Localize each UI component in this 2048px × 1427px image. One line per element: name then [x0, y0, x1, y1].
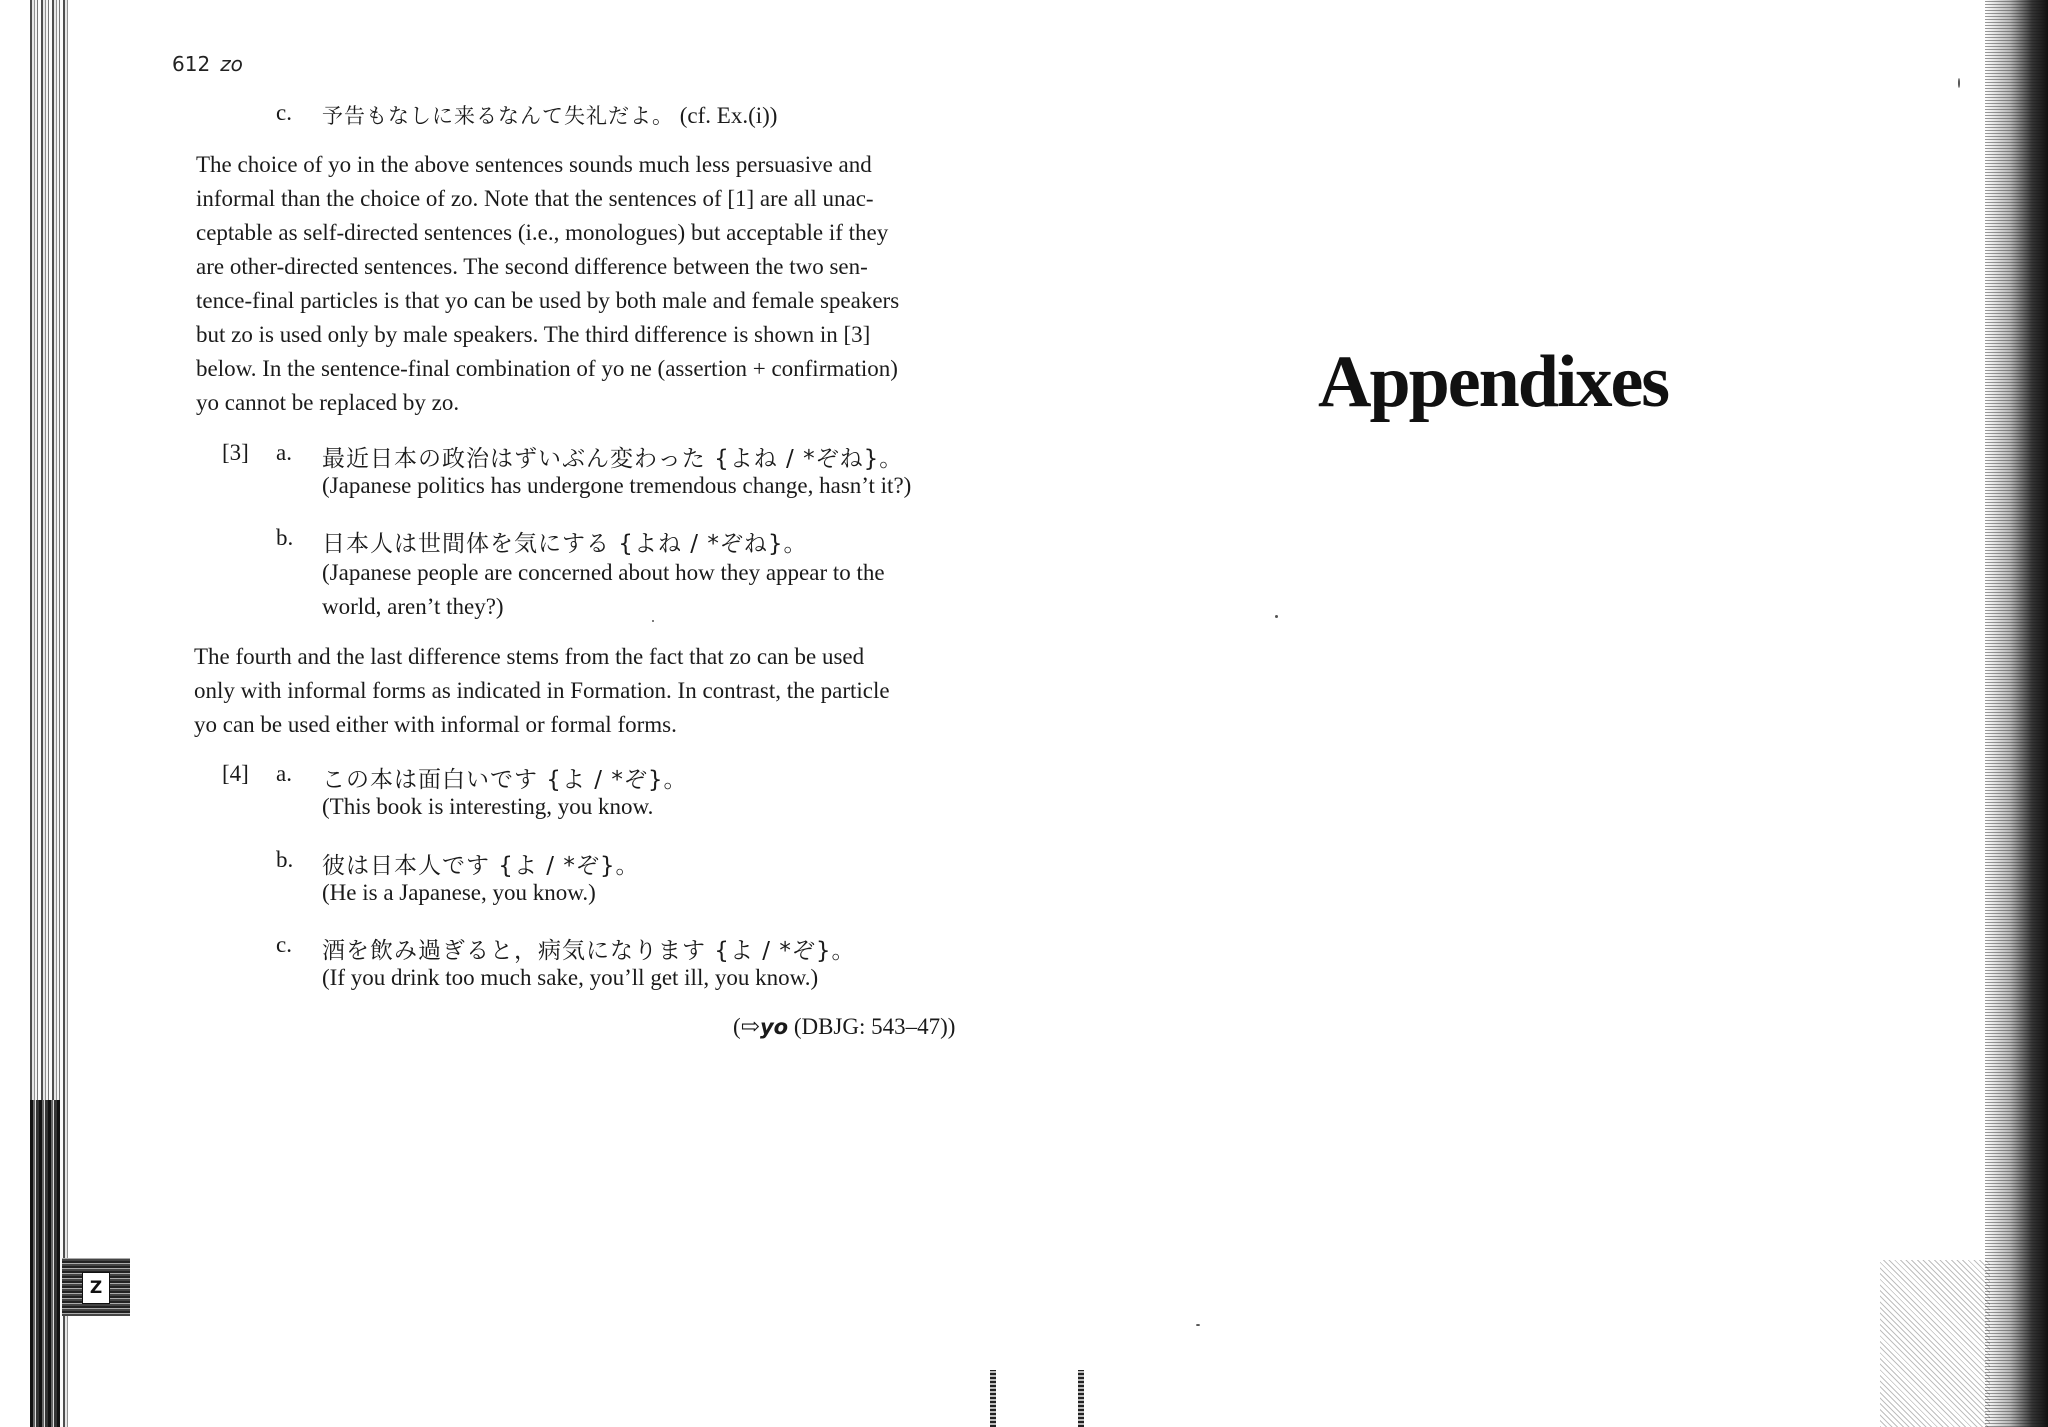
paragraph-line: yo cannot be replaced by zo.	[196, 390, 460, 415]
example-translation: (This book is interesting, you know.	[322, 794, 654, 819]
scan-edge-left-dark	[30, 1100, 60, 1427]
example-translation: (If you drink too much sake, you’ll get ill, you know.)	[322, 965, 819, 990]
translation-line: world, aren’t they?)	[322, 594, 504, 619]
appendixes-title: Appendixes	[1318, 341, 1669, 423]
example-letter: b.	[276, 847, 294, 872]
example-translation: (Japanese politics has undergone tremendous change, hasn’t it?)	[322, 473, 912, 498]
paragraph-line: are other-directed sentences. The second difference between the two sen-	[196, 254, 868, 279]
scan-speck	[1275, 615, 1278, 618]
paragraph-line: but zo is used only by male speakers. The third difference is shown in [3]	[196, 322, 871, 347]
paragraph-line: tence-final particles is that yo can be used by both male and female speakers	[196, 288, 900, 313]
example-number: [3]	[222, 440, 249, 465]
paragraph-line: below. In the sentence-final combination of yo ne (assertion + confirmation)	[196, 356, 898, 381]
cross-ref-source: (DBJG: 543–47))	[793, 1014, 956, 1039]
example-japanese: 彼は日本人です {よ / *ぞ}。	[322, 853, 640, 879]
example-translation: (He is a Japanese, you know.)	[322, 880, 596, 905]
example-japanese: 日本人は世間体を気にする {よね / *ぞね}。	[322, 531, 808, 557]
page-number: 612	[172, 52, 211, 76]
example-letter: a.	[276, 440, 292, 465]
thumb-index-letter: Z	[82, 1272, 110, 1304]
gutter-mark-right	[1078, 1370, 1084, 1427]
running-head	[172, 52, 243, 76]
example-letter: b.	[276, 525, 294, 550]
section-word: zo	[220, 52, 243, 76]
example-japanese: この本は面白いです {よ / *ぞ}。	[322, 767, 688, 793]
paragraph-line: ceptable as self-directed sentences (i.e., monologues) but acceptable if they	[196, 220, 889, 245]
example-note: (cf. Ex.(i))	[679, 103, 778, 128]
example-letter: c.	[276, 100, 292, 125]
example-japanese: 予告もなしに来るなんて失礼だよ。	[322, 104, 674, 128]
paragraph-2	[194, 640, 980, 742]
paragraph-line: yo can be used either with informal or formal forms.	[194, 712, 677, 737]
paragraph-1	[196, 148, 982, 420]
example-letter: c.	[276, 932, 292, 957]
scan-edge-right	[1985, 0, 2048, 1427]
scan-speck	[652, 620, 654, 622]
example-c-line	[322, 100, 777, 130]
cross-ref-arrow: (⇨	[733, 1014, 760, 1039]
gutter-mark-left	[990, 1370, 996, 1427]
example-number: [4]	[222, 761, 249, 786]
paragraph-line: The choice of yo in the above sentences sounds much less persuasive and	[196, 152, 872, 177]
scan-noise-right	[1880, 1260, 1990, 1427]
paragraph-line: only with informal forms as indicated in Formation. In contrast, the particle	[194, 678, 890, 703]
translation-line: (Japanese people are concerned about how they appear to the	[322, 560, 885, 585]
example-japanese: 最近日本の政治はずいぶん変わった {よね / *ぞね}。	[322, 446, 904, 472]
scan-speck	[1958, 78, 1960, 88]
cross-reference	[733, 1014, 955, 1040]
paragraph-line: The fourth and the last difference stems from the fact that zo can be used	[194, 644, 865, 669]
example-japanese: 酒を飲み過ぎると，病気になります {よ / *ぞ}。	[322, 938, 856, 964]
paragraph-line: informal than the choice of zo. Note that the sentences of [1] are all unac-	[196, 186, 874, 211]
example-letter: a.	[276, 761, 292, 786]
cross-ref-word: yo	[759, 1015, 789, 1039]
example-translation	[322, 556, 977, 624]
scan-speck	[1196, 1324, 1200, 1326]
